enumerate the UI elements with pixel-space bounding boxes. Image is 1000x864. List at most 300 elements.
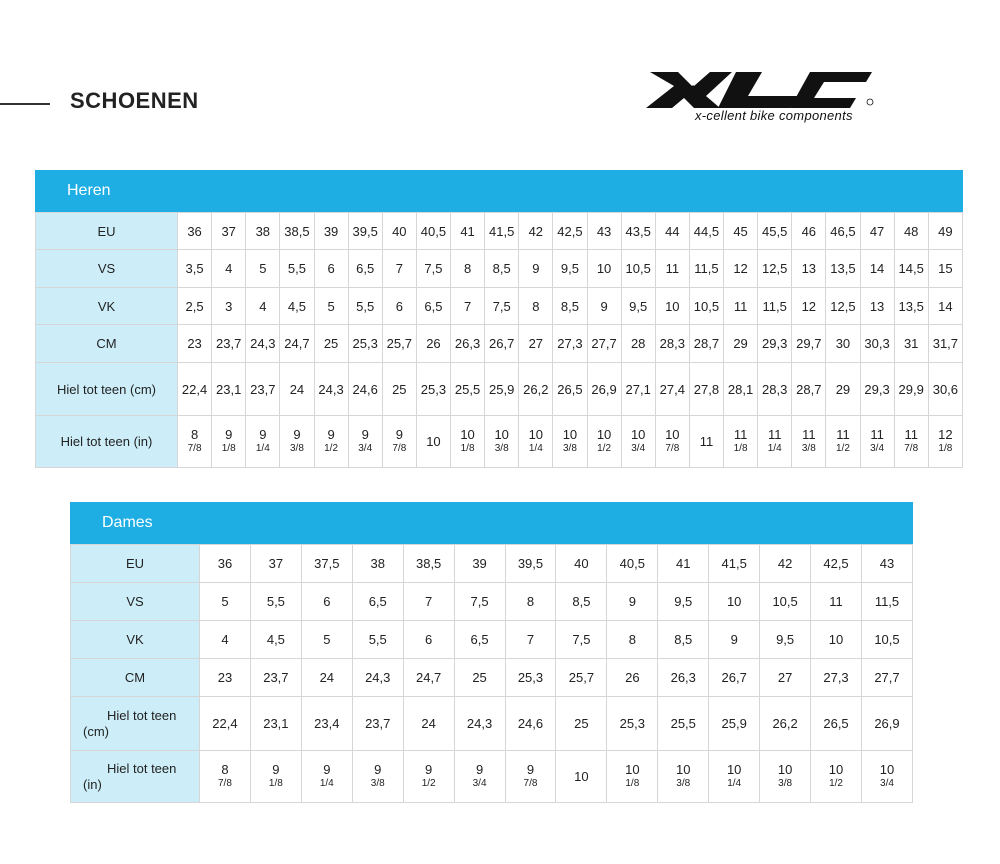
heren-cell-vs: 6 xyxy=(314,250,348,288)
heren-cell-cm: 25 xyxy=(314,325,348,363)
dames-cell-eu: 36 xyxy=(200,545,251,583)
dames-cell-vs: 6 xyxy=(301,583,352,621)
inch-fraction: 1/4 xyxy=(767,443,782,454)
inch-whole: 8 xyxy=(190,427,199,442)
dames-cell-cm: 24,7 xyxy=(403,659,454,697)
heren-table xyxy=(35,212,963,468)
heren-cell-cm: 28 xyxy=(621,325,655,363)
heren-label-heel_cm: Hiel tot teen (cm) xyxy=(36,363,178,416)
heren-cell-cm: 24,3 xyxy=(246,325,280,363)
dames-cell-heel_cm: 26,5 xyxy=(811,697,862,751)
heren-row-cm xyxy=(36,325,963,363)
heren-cell-heel-in xyxy=(382,416,416,468)
dames-cell-heel-in xyxy=(607,751,658,803)
dames-label-vs: VS xyxy=(71,583,200,621)
heren-cell-vk: 5 xyxy=(314,288,348,325)
inch-whole: 9 xyxy=(526,762,535,777)
dames-cell-eu: 41 xyxy=(658,545,709,583)
inch-fraction: 1/8 xyxy=(733,443,748,454)
heren-cell-vk: 5,5 xyxy=(348,288,382,325)
heren-cell-vk: 10 xyxy=(655,288,689,325)
dames-cell-heel-in xyxy=(352,751,403,803)
dames-row-heel_cm xyxy=(71,697,913,751)
inch-fraction: 1/4 xyxy=(255,443,270,454)
dames-cell-vs: 5 xyxy=(200,583,251,621)
dames-cell-heel-in xyxy=(861,751,912,803)
dames-cell-vk: 10 xyxy=(811,621,862,659)
inch-whole: 10 xyxy=(426,434,441,449)
dames-label-cm: CM xyxy=(71,659,200,697)
dames-cell-cm: 24,3 xyxy=(352,659,403,697)
heren-cell-eu: 41,5 xyxy=(485,213,519,250)
heren-cell-eu: 40,5 xyxy=(416,213,450,250)
heren-cell-heel_cm: 23,1 xyxy=(212,363,246,416)
dames-cell-vs: 11 xyxy=(811,583,862,621)
heren-cell-heel-in xyxy=(348,416,382,468)
heren-cell-cm: 29,3 xyxy=(758,325,792,363)
dames-cell-vs: 10 xyxy=(709,583,760,621)
heren-cell-eu: 38 xyxy=(246,213,280,250)
heren-cell-vk: 2,5 xyxy=(178,288,212,325)
inch-whole: 9 xyxy=(323,762,331,777)
heren-cell-heel_cm: 29 xyxy=(826,363,860,416)
heren-cell-vs: 7 xyxy=(382,250,416,288)
dames-cell-eu: 42,5 xyxy=(811,545,862,583)
dames-cell-vs: 7,5 xyxy=(454,583,505,621)
dames-cell-vk: 8,5 xyxy=(658,621,709,659)
dames-cell-heel_cm: 24,3 xyxy=(454,697,505,751)
dames-cell-vk: 9,5 xyxy=(760,621,811,659)
heren-cell-vk: 7 xyxy=(451,288,485,325)
heren-cell-heel-in xyxy=(621,416,655,468)
heren-cell-heel_cm: 27,1 xyxy=(621,363,655,416)
heren-cell-vk: 9,5 xyxy=(621,288,655,325)
heren-cell-vk: 11,5 xyxy=(758,288,792,325)
dames-cell-heel-in xyxy=(200,751,251,803)
heren-cell-eu: 37 xyxy=(212,213,246,250)
heren-cell-cm: 29 xyxy=(724,325,758,363)
heren-cell-heel_cm: 25,9 xyxy=(485,363,519,416)
dames-label-line1: Hiel tot teen xyxy=(107,707,177,723)
dames-cell-cm: 25,3 xyxy=(505,659,556,697)
heren-cell-vs: 15 xyxy=(928,250,962,288)
heren-cell-vk: 3 xyxy=(212,288,246,325)
heren-cell-vk: 6,5 xyxy=(416,288,450,325)
dames-row-eu xyxy=(71,545,913,583)
dames-cell-eu: 39 xyxy=(454,545,505,583)
inch-fraction: 1/2 xyxy=(597,443,612,454)
heren-cell-heel_cm: 29,9 xyxy=(894,363,928,416)
dames-cell-heel_cm: 24,6 xyxy=(505,697,556,751)
dames-size-table xyxy=(70,502,913,803)
heren-cell-eu: 42 xyxy=(519,213,553,250)
dames-cell-heel-in xyxy=(658,751,709,803)
heren-row-heel_in xyxy=(36,416,963,468)
dames-cell-vs: 5,5 xyxy=(250,583,301,621)
heren-cell-eu: 45,5 xyxy=(758,213,792,250)
heren-cell-vk: 14 xyxy=(928,288,962,325)
dames-cell-heel_cm: 24 xyxy=(403,697,454,751)
heren-cell-vs: 9 xyxy=(519,250,553,288)
heren-cell-eu: 49 xyxy=(928,213,962,250)
dames-cell-vk: 4 xyxy=(200,621,251,659)
dames-cell-heel_cm: 26,9 xyxy=(861,697,912,751)
heren-cell-eu: 39,5 xyxy=(348,213,382,250)
heren-cell-vk: 10,5 xyxy=(689,288,723,325)
heren-cell-vs: 10,5 xyxy=(621,250,655,288)
inch-whole: 11 xyxy=(767,427,782,442)
inch-whole: 10 xyxy=(574,769,589,784)
heren-cell-heel_cm: 28,1 xyxy=(724,363,758,416)
heren-cell-heel-in xyxy=(553,416,587,468)
heren-cell-vs: 4 xyxy=(212,250,246,288)
inch-whole: 10 xyxy=(726,762,742,777)
heren-cell-vs: 9,5 xyxy=(553,250,587,288)
heren-cell-vs: 7,5 xyxy=(416,250,450,288)
dames-cell-vs: 11,5 xyxy=(861,583,912,621)
heren-cell-cm: 27,7 xyxy=(587,325,621,363)
inch-whole: 10 xyxy=(777,762,793,777)
dames-cell-vs: 9,5 xyxy=(658,583,709,621)
heren-cell-vs: 8,5 xyxy=(485,250,519,288)
inch-whole: 10 xyxy=(562,427,578,442)
heren-size-table xyxy=(35,170,963,468)
heren-cell-heel-in xyxy=(826,416,860,468)
heren-cell-cm: 25,3 xyxy=(348,325,382,363)
dames-cell-cm: 26,7 xyxy=(709,659,760,697)
inch-whole: 11 xyxy=(733,427,748,442)
heren-cell-vk: 9 xyxy=(587,288,621,325)
inch-whole: 10 xyxy=(879,762,895,777)
dames-cell-eu: 42 xyxy=(760,545,811,583)
heren-cell-cm: 28,7 xyxy=(689,325,723,363)
heren-cell-cm: 31,7 xyxy=(928,325,962,363)
heren-row-vk xyxy=(36,288,963,325)
heren-cell-eu: 40 xyxy=(382,213,416,250)
inch-whole: 10 xyxy=(528,427,544,442)
inch-fraction: 1/2 xyxy=(829,778,843,789)
heren-cell-vk: 4,5 xyxy=(280,288,314,325)
inch-fraction: 1/2 xyxy=(835,443,850,454)
heren-cell-heel-in xyxy=(587,416,621,468)
heren-cell-heel-in xyxy=(314,416,348,468)
dames-cell-vk: 6,5 xyxy=(454,621,505,659)
heren-cell-vk: 13 xyxy=(860,288,894,325)
dames-cell-vs: 8,5 xyxy=(556,583,607,621)
heren-cell-heel-in xyxy=(758,416,792,468)
heren-cell-heel-in xyxy=(792,416,826,468)
heren-cell-vs: 5,5 xyxy=(280,250,314,288)
heren-cell-vs: 8 xyxy=(451,250,485,288)
heren-cell-heel-in xyxy=(485,416,519,468)
dames-cell-cm: 26,3 xyxy=(658,659,709,697)
inch-whole: 10 xyxy=(460,427,475,442)
dames-table-title: Dames xyxy=(70,502,913,544)
dames-cell-eu: 40 xyxy=(556,545,607,583)
dames-cell-vs: 6,5 xyxy=(352,583,403,621)
inch-fraction: 3/8 xyxy=(494,443,509,454)
heren-cell-vs: 12,5 xyxy=(758,250,792,288)
heren-cell-heel_cm: 26,9 xyxy=(587,363,621,416)
dames-cell-vk: 9 xyxy=(709,621,760,659)
heren-cell-heel-in xyxy=(724,416,758,468)
dames-cell-cm: 27,7 xyxy=(861,659,912,697)
inch-fraction: 3/8 xyxy=(676,778,691,789)
dames-cell-eu: 38 xyxy=(352,545,403,583)
dames-cell-heel_cm: 23,7 xyxy=(352,697,403,751)
dames-cell-vk: 7,5 xyxy=(556,621,607,659)
heren-cell-heel-in xyxy=(894,416,928,468)
heren-cell-eu: 46,5 xyxy=(826,213,860,250)
dames-cell-cm: 27 xyxy=(760,659,811,697)
dames-cell-heel-in xyxy=(505,751,556,803)
dames-cell-cm: 24 xyxy=(301,659,352,697)
inch-fraction: 3/4 xyxy=(472,778,487,789)
heren-cell-vs: 14 xyxy=(860,250,894,288)
heren-cell-cm: 26,3 xyxy=(451,325,485,363)
dames-table xyxy=(70,544,913,803)
heren-cell-eu: 45 xyxy=(724,213,758,250)
dames-cell-vs: 7 xyxy=(403,583,454,621)
inch-fraction: 1/8 xyxy=(938,443,953,454)
dames-cell-heel-in xyxy=(454,751,505,803)
heren-cell-heel_cm: 26,2 xyxy=(519,363,553,416)
heren-cell-vs: 3,5 xyxy=(178,250,212,288)
dames-cell-vk: 5,5 xyxy=(352,621,403,659)
heren-cell-cm: 27 xyxy=(519,325,553,363)
heren-cell-eu: 43 xyxy=(587,213,621,250)
heren-cell-heel-in xyxy=(246,416,280,468)
heren-cell-cm: 28,3 xyxy=(655,325,689,363)
inch-fraction: 1/4 xyxy=(528,443,543,454)
inch-whole: 10 xyxy=(494,427,509,442)
inch-fraction: 7/8 xyxy=(218,778,232,789)
heren-cell-heel_cm: 27,4 xyxy=(655,363,689,416)
heren-cell-vs: 6,5 xyxy=(348,250,382,288)
heren-cell-vs: 12 xyxy=(724,250,758,288)
inch-whole: 11 xyxy=(904,427,918,442)
heren-label-vs: VS xyxy=(36,250,178,288)
inch-fraction: 1/4 xyxy=(319,778,334,789)
heren-cell-vk: 6 xyxy=(382,288,416,325)
inch-fraction: 1/8 xyxy=(221,443,236,454)
inch-whole: 11 xyxy=(836,427,850,442)
inch-fraction: 7/8 xyxy=(392,443,407,454)
heren-label-cm: CM xyxy=(36,325,178,363)
heren-cell-vk: 8 xyxy=(519,288,553,325)
heren-cell-vk: 13,5 xyxy=(894,288,928,325)
heren-cell-vs: 5 xyxy=(246,250,280,288)
dames-cell-eu: 37 xyxy=(250,545,301,583)
heren-label-vk: VK xyxy=(36,288,178,325)
dames-cell-heel_cm: 26,2 xyxy=(760,697,811,751)
dames-cell-heel-in xyxy=(760,751,811,803)
heren-cell-eu: 41 xyxy=(451,213,485,250)
inch-fraction: 3/4 xyxy=(631,443,646,454)
heren-table-title: Heren xyxy=(35,170,963,212)
dames-label-heel_cm xyxy=(71,697,200,751)
heren-cell-cm: 29,7 xyxy=(792,325,826,363)
heren-cell-heel_cm: 29,3 xyxy=(860,363,894,416)
heren-cell-cm: 31 xyxy=(894,325,928,363)
dames-cell-vk: 7 xyxy=(505,621,556,659)
inch-whole: 9 xyxy=(272,762,280,777)
dames-cell-cm: 25 xyxy=(454,659,505,697)
heren-cell-heel-in xyxy=(416,416,450,468)
inch-fraction: 7/8 xyxy=(187,443,202,454)
inch-whole: 11 xyxy=(802,427,816,442)
heren-cell-heel_cm: 24,6 xyxy=(348,363,382,416)
dames-cell-heel-in xyxy=(556,751,607,803)
heren-cell-vk: 11 xyxy=(724,288,758,325)
inch-fraction: 3/8 xyxy=(289,443,304,454)
dames-cell-heel_cm: 25,5 xyxy=(658,697,709,751)
inch-whole: 9 xyxy=(475,762,484,777)
heren-cell-heel-in xyxy=(655,416,689,468)
logo-tagline: x-cellent bike components xyxy=(695,108,853,123)
inch-whole: 9 xyxy=(425,762,433,777)
dames-cell-heel-in xyxy=(811,751,862,803)
dames-row-cm xyxy=(71,659,913,697)
heren-cell-vs: 10 xyxy=(587,250,621,288)
inch-fraction: 7/8 xyxy=(904,443,919,454)
dames-cell-cm: 26 xyxy=(607,659,658,697)
inch-whole: 9 xyxy=(361,427,369,442)
heren-cell-vs: 14,5 xyxy=(894,250,928,288)
heren-cell-heel-in xyxy=(212,416,246,468)
inch-whole: 10 xyxy=(625,762,640,777)
heren-cell-heel_cm: 23,7 xyxy=(246,363,280,416)
dames-row-heel_in xyxy=(71,751,913,803)
dames-cell-eu: 37,5 xyxy=(301,545,352,583)
heren-cell-vs: 11,5 xyxy=(689,250,723,288)
inch-whole: 10 xyxy=(828,762,844,777)
inch-whole: 11 xyxy=(870,427,884,442)
heren-cell-heel-in xyxy=(519,416,553,468)
heren-cell-heel-in xyxy=(860,416,894,468)
heren-cell-eu: 38,5 xyxy=(280,213,314,250)
heren-row-vs xyxy=(36,250,963,288)
heren-cell-cm: 23 xyxy=(178,325,212,363)
heren-row-heel_cm xyxy=(36,363,963,416)
dames-label-line2: (cm) xyxy=(83,723,109,739)
dames-cell-cm: 25,7 xyxy=(556,659,607,697)
inch-whole: 9 xyxy=(374,762,382,777)
heren-cell-cm: 30 xyxy=(826,325,860,363)
dames-cell-heel-in xyxy=(250,751,301,803)
heren-cell-heel_cm: 22,4 xyxy=(178,363,212,416)
heren-cell-heel-in xyxy=(178,416,212,468)
heren-cell-cm: 26,7 xyxy=(485,325,519,363)
heren-cell-cm: 30,3 xyxy=(860,325,894,363)
inch-fraction: 1/2 xyxy=(324,443,339,454)
inch-fraction: 1/8 xyxy=(268,778,283,789)
heren-cell-heel_cm: 24 xyxy=(280,363,314,416)
heren-cell-vs: 13 xyxy=(792,250,826,288)
heren-cell-cm: 27,3 xyxy=(553,325,587,363)
heren-cell-cm: 24,7 xyxy=(280,325,314,363)
heren-cell-heel_cm: 27,8 xyxy=(689,363,723,416)
heren-cell-heel-in xyxy=(451,416,485,468)
dames-cell-heel-in xyxy=(709,751,760,803)
heren-cell-heel_cm: 28,7 xyxy=(792,363,826,416)
heren-cell-eu: 47 xyxy=(860,213,894,250)
dames-cell-heel_cm: 25 xyxy=(556,697,607,751)
inch-whole: 9 xyxy=(225,427,233,442)
inch-fraction: 1/8 xyxy=(625,778,640,789)
dames-row-vk xyxy=(71,621,913,659)
heren-cell-vs: 11 xyxy=(655,250,689,288)
dames-cell-heel-in xyxy=(403,751,454,803)
heren-cell-eu: 39 xyxy=(314,213,348,250)
inch-fraction: 3/4 xyxy=(880,778,894,789)
inch-fraction: 3/8 xyxy=(562,443,577,454)
heren-cell-heel_cm: 25,5 xyxy=(451,363,485,416)
heren-cell-heel-in xyxy=(689,416,723,468)
heren-cell-cm: 25,7 xyxy=(382,325,416,363)
heren-row-eu xyxy=(36,213,963,250)
heren-cell-eu: 44 xyxy=(655,213,689,250)
heren-cell-eu: 48 xyxy=(894,213,928,250)
heren-cell-eu: 46 xyxy=(792,213,826,250)
dames-cell-heel_cm: 23,4 xyxy=(301,697,352,751)
dames-cell-cm: 23 xyxy=(200,659,251,697)
heren-cell-heel_cm: 26,5 xyxy=(553,363,587,416)
inch-whole: 10 xyxy=(665,427,680,442)
dames-cell-vs: 10,5 xyxy=(760,583,811,621)
heren-cell-vk: 7,5 xyxy=(485,288,519,325)
heren-cell-eu: 43,5 xyxy=(621,213,655,250)
inch-whole: 9 xyxy=(259,427,267,442)
dames-label-line2: (in) xyxy=(83,776,102,792)
inch-fraction: 3/4 xyxy=(358,443,373,454)
dames-cell-vk: 10,5 xyxy=(861,621,912,659)
dames-cell-cm: 23,7 xyxy=(250,659,301,697)
heren-cell-heel-in xyxy=(280,416,314,468)
dames-cell-heel_cm: 25,3 xyxy=(607,697,658,751)
dames-label-line1: Hiel tot teen xyxy=(107,760,177,776)
dames-cell-eu: 41,5 xyxy=(709,545,760,583)
dames-cell-eu: 40,5 xyxy=(607,545,658,583)
heren-cell-cm: 26 xyxy=(416,325,450,363)
dames-row-vs xyxy=(71,583,913,621)
heren-cell-vk: 8,5 xyxy=(553,288,587,325)
inch-whole: 10 xyxy=(676,762,691,777)
inch-whole: 11 xyxy=(699,434,714,449)
dames-cell-heel_cm: 22,4 xyxy=(200,697,251,751)
dames-cell-heel_cm: 25,9 xyxy=(709,697,760,751)
heren-cell-vk: 4 xyxy=(246,288,280,325)
dames-cell-heel-in xyxy=(301,751,352,803)
dames-label-vk: VK xyxy=(71,621,200,659)
dames-cell-cm: 27,3 xyxy=(811,659,862,697)
inch-whole: 9 xyxy=(327,427,335,442)
inch-fraction: 3/8 xyxy=(370,778,385,789)
dames-label-heel_in xyxy=(71,751,200,803)
heren-cell-cm: 23,7 xyxy=(212,325,246,363)
inch-whole: 9 xyxy=(395,427,403,442)
heren-cell-vs: 13,5 xyxy=(826,250,860,288)
dames-cell-vk: 6 xyxy=(403,621,454,659)
dames-cell-heel_cm: 23,1 xyxy=(250,697,301,751)
dames-cell-vk: 4,5 xyxy=(250,621,301,659)
heren-cell-eu: 44,5 xyxy=(689,213,723,250)
heren-cell-eu: 42,5 xyxy=(553,213,587,250)
heren-cell-eu: 36 xyxy=(178,213,212,250)
inch-whole: 9 xyxy=(293,427,301,442)
inch-whole: 10 xyxy=(630,427,646,442)
page-title: SCHOENEN xyxy=(70,88,199,113)
